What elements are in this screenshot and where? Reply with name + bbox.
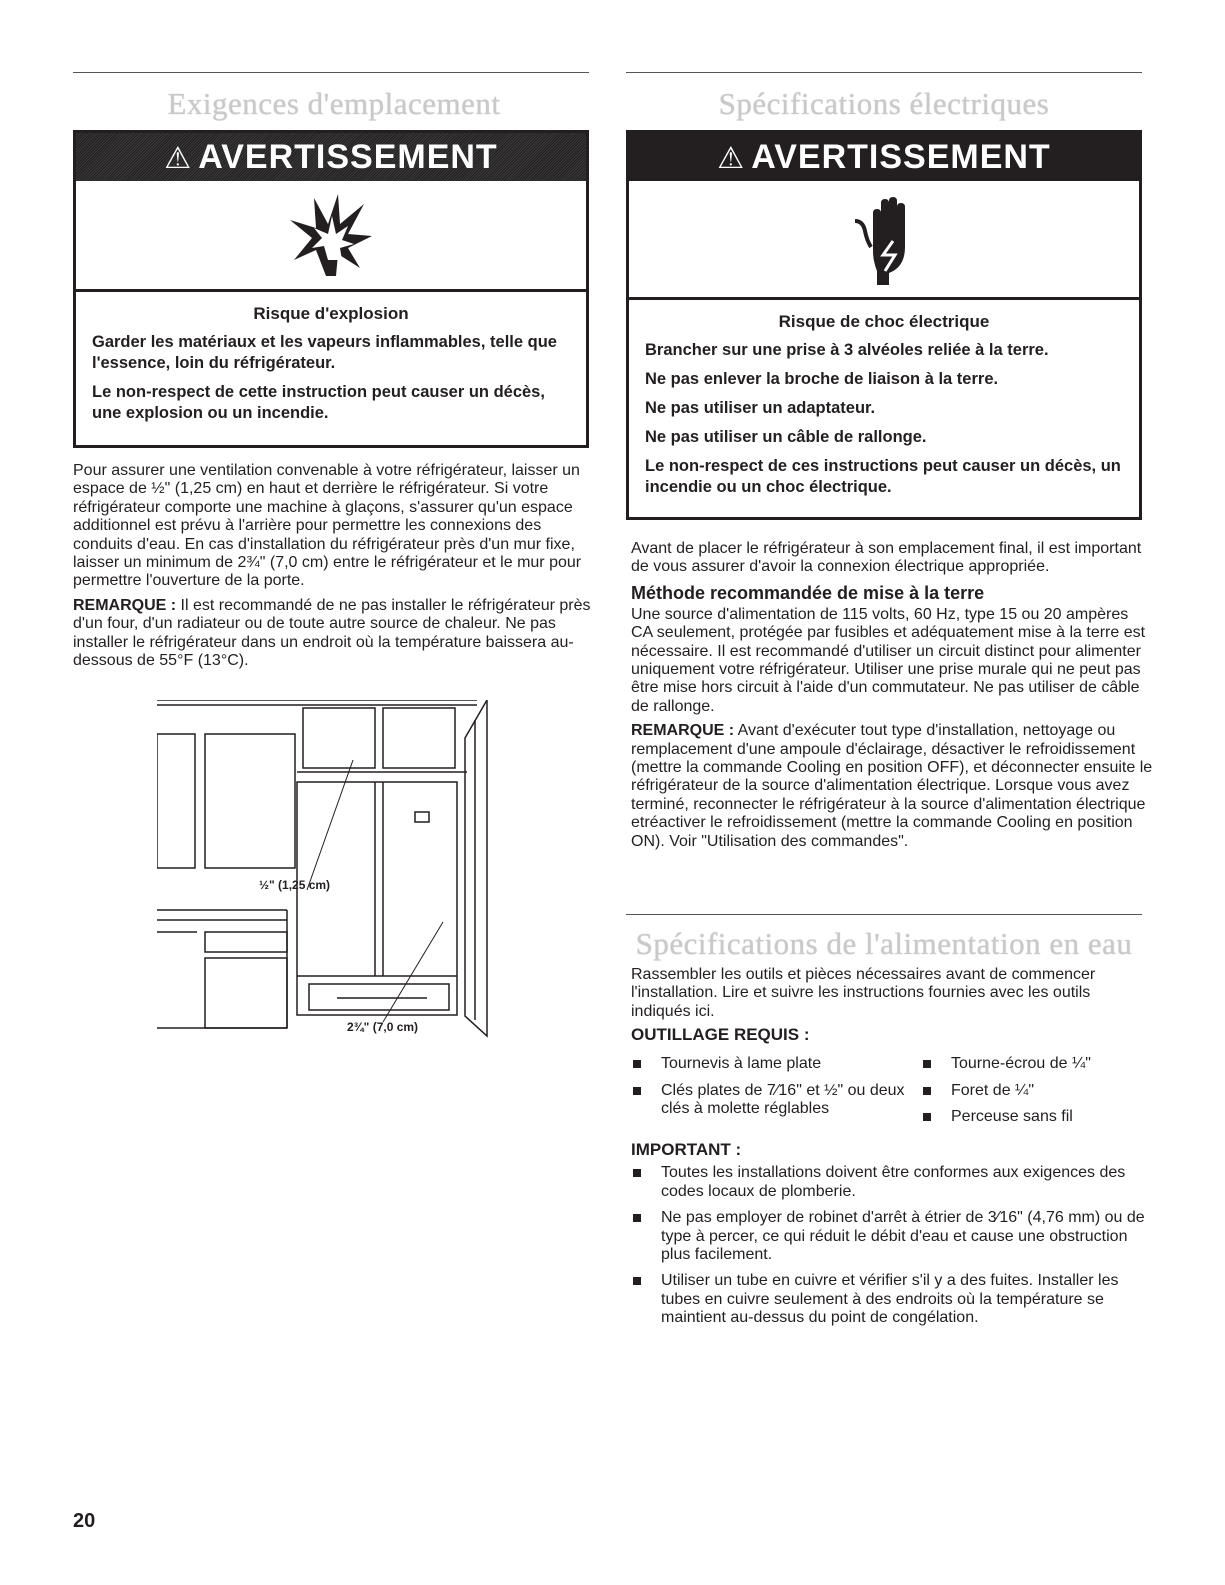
list-item: Tournevis à lame plate: [631, 1055, 921, 1073]
warning-title: Risque de choc électrique: [778, 312, 990, 331]
important-heading: IMPORTANT :: [631, 1140, 742, 1160]
remark-paragraph: [73, 597, 595, 671]
section-rule: [626, 72, 1142, 73]
warning-box-electric: [626, 130, 1142, 520]
water-text-block: [631, 966, 1153, 1336]
warning-line: Garder les matériaux et les vapeurs inflammables, telle que l'essence, loin du réfrigérateur.: [92, 333, 557, 372]
electrical-intro: Avant de placer le réfrigérateur à son emplacement final, il est important de vous assurer d'avoir la connexion électrique appropriée.: [631, 540, 1142, 576]
remark-paragraph: [631, 722, 1153, 851]
warning-line: Ne pas utiliser un adaptateur.: [645, 399, 876, 417]
tools-list-right: [921, 1055, 1151, 1134]
remark-label: REMARQUE :: [631, 722, 735, 740]
list-item: Utiliser un tube en cuivre et vérifier s'il y a des fuites. Installer les tubes en cuivre seulement à des endroits où la température se maintient au-dessus du point de congélation.: [631, 1272, 1153, 1327]
clearance-label-top: ½" (1,25 cm): [259, 878, 331, 892]
explosion-icon: [76, 181, 586, 292]
warning-line: Le non-respect de ces instructions peut causer un décès, un incendie ou un choc électrique.: [645, 457, 1121, 496]
list-item: Toutes les installations doivent être conformes aux exigences des codes locaux de plomberie.: [631, 1164, 1153, 1201]
electric-shock-icon: [629, 181, 1139, 300]
clearance-label-side: 2¾" (7,0 cm): [347, 1020, 419, 1034]
remark-text: Avant d'exécuter tout type d'installation, nettoyage ou remplacement d'une ampoule d'éclairage, désactiver le refroidissement (mettre la commande Cooling en position OFF), et déconnecter ensuite le réfrigérateur de la source d'alimentation électrique. Lorsque vous avez terminé, reconnecter le réfrigérateur à la source d'alimentation électrique etréactiver le refroidissement (mettre la commande Cooling en position ON). Voir "Utilisation des commandes".: [631, 722, 1153, 850]
warning-title: Risque d'explosion: [253, 304, 409, 323]
list-item: Ne pas employer de robinet d'arrêt à étrier de 3⁄16" (4,76 mm) ou de type à percer, ce qui réduit le débit d'eau et cause une obstruction plus facilement.: [631, 1209, 1153, 1264]
tools-list: [631, 1055, 1153, 1134]
warning-box-explosion: [73, 130, 589, 448]
ventilation-paragraph-block: [73, 462, 595, 670]
electrical-text-block: [631, 540, 1153, 851]
section-title-location: Exigences d'emplacement: [167, 86, 501, 121]
remark-label: REMARQUE :: [73, 596, 177, 614]
warning-line: Brancher sur une prise à 3 alvéoles reliée à la terre.: [645, 341, 1049, 359]
section-rule: [73, 72, 589, 73]
water-intro: Rassembler les outils et pièces nécessaires avant de commencer l'installation. Lire et suivre les instructions fournies avec les outils indiqués ici.: [631, 966, 1096, 1020]
clearance-diagram: [157, 700, 577, 1040]
warning-line: Ne pas enlever la broche de liaison à la terre.: [645, 370, 999, 388]
list-item: Foret de ¼": [921, 1082, 1151, 1100]
warning-header: ⚠ AVERTISSEMENT: [76, 133, 586, 181]
section-title-electrical: Spécifications électriques: [718, 86, 1050, 121]
warning-line: Ne pas utiliser un câble de rallonge.: [645, 428, 927, 446]
ventilation-paragraph: Pour assurer une ventilation convenable à votre réfrigérateur, laisser un espace de ½" (1,25 cm) en haut et derrière le réfrigérateur. Si votre réfrigérateur comporte une machine à glaçons, s'assurer qu'un espace additionnel est prévu à l'arrière pour permettre les connexions des conduits d'eau. En cas d'installation du réfrigérateur près d'un mur fixe, laisser un minimum de 2¾" (7,0 cm) entre le réfrigérateur et le mur pour permettre l'ouverture de la porte.: [73, 462, 582, 590]
important-list: [631, 1164, 1153, 1327]
section-rule: [626, 914, 1142, 915]
grounding-heading: Méthode recommandée de mise à la terre: [631, 582, 985, 603]
list-item: Perceuse sans fil: [921, 1108, 1151, 1126]
list-item: Tourne-écrou de ¼": [921, 1055, 1151, 1073]
section-title-water: Spécifications de l'alimentation en eau: [635, 926, 1133, 961]
warning-triangle-icon: ⚠: [717, 142, 746, 175]
remark-text: Il est recommandé de ne pas installer le réfrigérateur près d'un four, d'un radiateur ou de toute autre source de chaleur. Ne pas installer le réfrigérateur dans un endroit où la température baissera au-dessous de 55°F (13°C).: [73, 596, 591, 670]
tools-list-left: [631, 1055, 921, 1134]
warning-triangle-icon: ⚠: [164, 142, 193, 175]
warning-header: ⚠ AVERTISSEMENT: [629, 133, 1139, 181]
tools-heading: OUTILLAGE REQUIS :: [631, 1025, 810, 1045]
page-number: 20: [73, 1510, 96, 1532]
warning-line: Le non-respect de cette instruction peut causer un décès, une explosion ou un incendie.: [92, 383, 545, 422]
list-item: Clés plates de 7⁄16" et ½" ou deux clés à molette réglables: [631, 1082, 921, 1119]
grounding-text: Une source d'alimentation de 115 volts, 60 Hz, type 15 ou 20 ampères CA seulement, protégée par fusibles et adéquatement mise à la terre est nécessaire. Il est recommandé d'utiliser un circuit distinct pour alimenter uniquement votre réfrigérateur. Utiliser une prise murale qui ne peut pas être mise hors circuit à l'aide d'un commutateur. Ne pas utiliser de câble de rallonge.: [631, 605, 1146, 715]
